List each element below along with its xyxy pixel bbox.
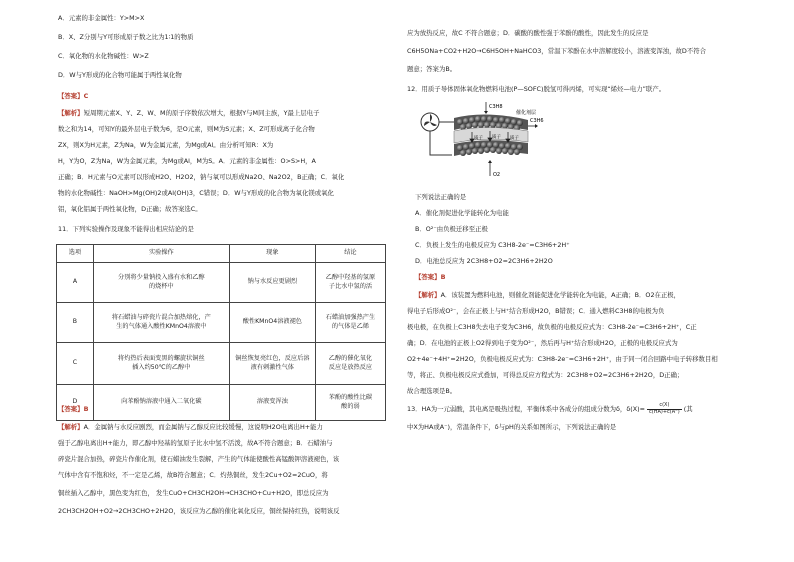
q11-analysis-cont-2: C6H5ONa+CO2+H2O→C6H5OH+NaHCO3，常温下苯酚在水中溶解度较小，溶液变浑浊，故D不符合 (407, 47, 706, 55)
label-proton-3: 质子 (510, 136, 519, 141)
c3h6-outlet-arrow (528, 124, 538, 128)
load-fan-icon (421, 113, 439, 131)
q11-answer: 【答案】B (58, 405, 89, 413)
lower-electrode-layer (454, 140, 528, 156)
header-conclusion: 结论 (315, 245, 385, 263)
q10-analysis-line-7: 铝，氧化铝属于两性氧化物，D正确；故答案选C。 (58, 205, 202, 213)
label-c3h6: C3H6 (530, 118, 544, 124)
header-phenomenon: 现象 (229, 245, 315, 263)
table-row: A 分别将少量钠投入盛有水和乙醇 的烧杯中 钠与水反应更剧烈 乙醇中羟基的氢原 子比水中氢的活 (57, 263, 386, 303)
q13-stem-line-2: 中X为HA或A⁻)，常温条件下，δ与pH的关系如图所示，下列说法正确的是 (407, 423, 617, 431)
q10-analysis-line-1: 【解析】短周期元素X、Y、Z、W、M的原子序数依次增大，根据Y与M同主族，Y最上层电子 (58, 109, 320, 117)
q10-analysis-line-6: 物的水化物碱性：NaOH>Mg(OH)2或Al(OH)3，C错误；D．W与Y形成的化合物为氧化镁或氧化 (58, 189, 334, 197)
label-proton-1: 质子 (474, 136, 483, 141)
q11-experiment-table (56, 244, 386, 421)
q12-analysis-line-2: 得电子后形成O²⁻，会在正极上与H⁺结合形成H2O，B错误；C．通入燃料C3H8的电极为负 (407, 307, 665, 315)
header-option: 选项 (57, 245, 94, 263)
answer-value: C (83, 92, 89, 100)
q12-analysis-line-7: 故合理选项是B。 (407, 387, 457, 395)
o2-inlet-arrow (488, 160, 492, 176)
delta-fraction: $\frac{c(X)}{c(HA)+c(A^-)}$ (649, 402, 680, 415)
q10-option-c: C．氧化物的水化物碱性：W>Z (58, 52, 149, 60)
q12-analysis-line-6: 等，将正、负极电极反应式叠加，可得总反应方程式为：2C3H8+O2=2C3H6+2H2O，D正确； (407, 371, 684, 379)
q12-analysis-line-1: 【解析】A．该装置为燃料电池，则催化剂能促进化学能转化为电能，A正确；B．O2在正极， (415, 291, 681, 299)
q10-answer (58, 93, 88, 99)
label-o2: O2 (493, 172, 501, 178)
q12-option-a: A．催化剂促进化学能转化为电能 (415, 209, 509, 217)
q13-stem-line-1: 13．HA为一元弱酸，其电离是吸热过程，平衡体系中各成分的组成分数为δ，δ(X)= $\frac{c(X)}{c(HA)+c(A^-)}$ (其 (407, 402, 693, 415)
q11-analysis-line-6: 2CH3CH2OH+O2→2CH3CHO+2H2O，该反应为乙醇的催化氧化反应，铜丝保持红热，说明该反 (58, 507, 340, 515)
q11-analysis-line-2: 强于乙醇电离出H+能力，即乙醇中羟基的氢原子比水中氢不活泼，故A不符合题意；B．石蜡油与 (58, 439, 333, 447)
table-row: D 向苯酚钠溶液中通入二氧化碳 溶液变浑浊 苯酚的酸性比碳 酸的弱 (57, 385, 386, 421)
table-row: C 将灼热后表面变黑的螺旋状铜丝 插入约50℃的乙醇中 铜丝恢复亮红色，反应后溶 液有刺激性气体 乙醇的催化氧化 反应是放热反应 (57, 343, 386, 385)
fuel-cell-diagram (416, 100, 546, 188)
q11-analysis-cont-3: 题意；答案为B。 (407, 65, 457, 73)
q11-analysis-line-1: 【解析】A．金属钠与水反应剧烈，而金属钠与乙醇反应比较缓慢，这说明H2O电离出H+能力 (58, 423, 323, 431)
q12-analysis-line-5: O2+4e⁻+4H⁺=2H2O，负极电极反应式为：C3H8-2e⁻=C3H6+2H⁺，由于同一闭合回路中电子转移数目相 (407, 355, 718, 363)
q10-analysis-line-5: 正确；B．H元素与O元素可以形成H2O、H2O2，钠与氧可以形成Na2O、Na2O2，B正确；C．氧化 (58, 173, 345, 181)
q11-analysis-cont-1: 应为放热反应，故C 不符合题意；D．碳酸的酸性强于苯酚的酸性，因此发生的反应是 (407, 29, 649, 37)
q12-analysis-line-3: 极电极，在负极上C3H8失去电子变为C3H6，故负极的电极反应式为：C3H8-2e⁻=C3H6+2H⁺，C正 (407, 323, 697, 331)
q12-stem: 12．用质子导体固体氧化物燃料电池(P—SOFC)脱氢可得丙烯，可实现“烯烃—电力”联产。 (407, 85, 666, 93)
analysis-tag: 【解析】 (58, 109, 84, 117)
q10-option-a: A．元素的非金属性：Y>M>X (58, 14, 145, 22)
q11-analysis-line-4: 气体中含有不饱和烃，不一定是乙烯，故B符合题意；C．灼热铜丝，发生2Cu+O2=2CuO，将 (58, 471, 328, 479)
label-catalyst: 催化剂层 (516, 110, 537, 116)
q12-analysis-line-4: 确；D．在电池的正极上O2得到电子变为O²⁻，然后再与H⁺结合形成H2O，正极的电极反应式为 (407, 339, 678, 347)
wire-lower (430, 131, 452, 155)
q12-option-b: B．O²⁻由负极迁移至正极 (415, 225, 488, 233)
q10-analysis-line-3: ZX，则X为H元素，Z为Na，W为金属元素，为Mg或Al。由分析可知R：X为 (58, 141, 274, 149)
header-operation: 实验操作 (93, 245, 229, 263)
table-row: B 将石蜡油与碎瓷片混合加热熔化，产 生的气体通入酸性KMnO4溶液中 酸性KMnO4溶液褪色 石蜡油加强热产生 的气体是乙烯 (57, 303, 386, 343)
label-proton-2: 质子 (492, 135, 501, 140)
q11-stem: 11．下列实验操作及现象不能得出相应结论的是 (58, 225, 194, 233)
c3h8-inlet-arrow (484, 102, 488, 114)
q12-answer: 【答案】B (415, 273, 446, 281)
label-c3h8: C3H8 (489, 104, 503, 110)
table-header-row (57, 245, 386, 263)
q12-option-c: C．负极上发生的电极反应为 C3H8-2e⁻=C3H6+2H⁺ (415, 241, 570, 249)
q12-option-d: D．电池总反应为 2C3H8+O2=2C3H6+2H2O (415, 257, 553, 265)
q11-analysis-line-3: 碎瓷片混合加热，碎瓷片作催化剂，使石蜡油发生裂解，产生的气体能使酸性高锰酸钾溶液褪色，该 (58, 455, 340, 463)
q10-option-b: B．X、Z分别与Y可形成原子数之比为1∶1的物质 (58, 33, 194, 41)
q12-ask: 下列说法正确的是 (415, 193, 467, 201)
q11-analysis-line-5: 铜丝插入乙醇中，黑色变为红色， 发生CuO+CH3CH2OH→CH3CHO+Cu+H2O，即总反应为 (58, 489, 329, 497)
q10-analysis-line-4: H，Y为O，Z为Na，W为金属元素，为Mg或Al，M为S。A．元素的非金属性：O>S>H，A (58, 157, 316, 165)
answer-tag: 【答案】 (58, 92, 84, 100)
q10-option-d: D．W与Y形成的化合物可能属于两性氧化物 (58, 71, 182, 79)
q10-analysis-line-2: 数之和为14，可知Y的最外层电子数为6，是O元素，则M为S元素；X、Z可形成离子化合物 (58, 125, 315, 133)
